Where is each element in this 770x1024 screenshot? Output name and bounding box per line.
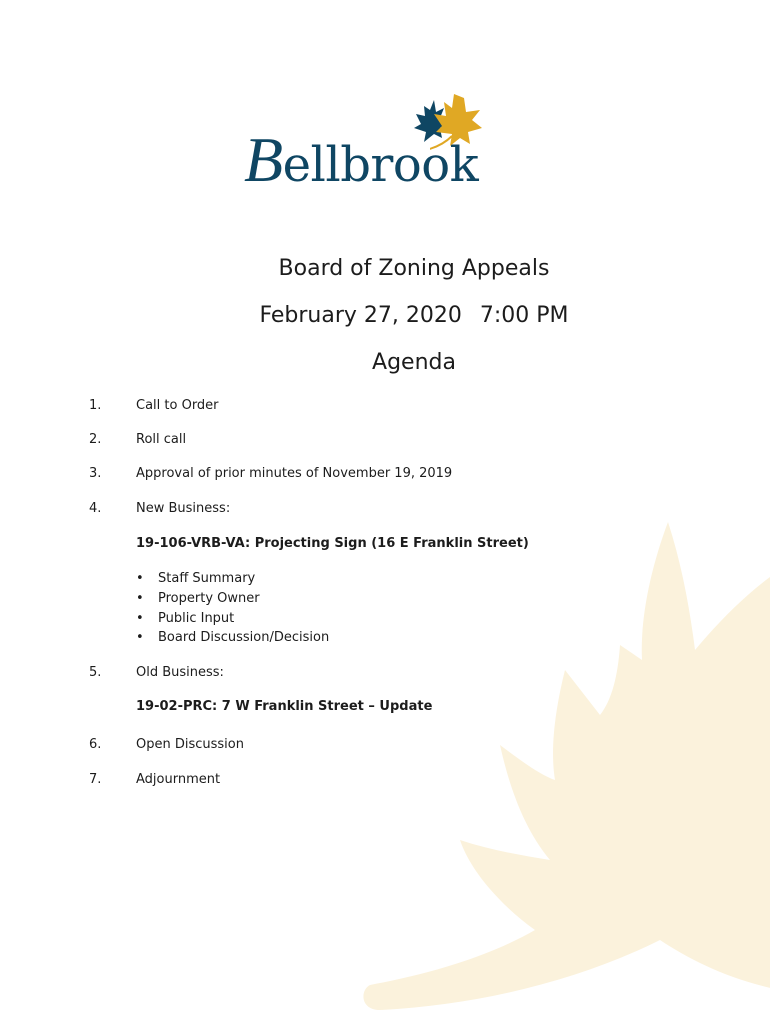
logo-rest: ellbrook (282, 137, 479, 193)
item-number: 7. (89, 772, 102, 787)
item-old-business: Old Business: (136, 665, 224, 680)
logo-initial: B (244, 124, 283, 195)
item-approval-minutes: Approval of prior minutes of November 19, 2019 (136, 466, 453, 481)
old-business-case: 19-02-PRC: 7 W Franklin Street – Update (136, 699, 433, 714)
meeting-date: February 27, 2020 (259, 303, 462, 328)
item-new-business: New Business: (136, 501, 231, 516)
bullet-item: • Staff Summary (136, 571, 256, 586)
item-number: 4. (89, 501, 102, 516)
bullet-item: • Board Discussion/Decision (136, 630, 330, 645)
item-number: 2. (89, 432, 102, 447)
bullet-item: • Property Owner (136, 591, 260, 606)
item-number: 3. (89, 466, 102, 481)
bullet-icon: • (136, 591, 144, 606)
item-number: 1. (89, 398, 102, 413)
item-number: 5. (89, 665, 102, 680)
meeting-title: Board of Zoning Appeals (278, 256, 550, 281)
item-roll-call: Roll call (136, 432, 187, 447)
bullet-icon: • (136, 611, 144, 626)
item-adjournment: Adjournment (136, 772, 221, 787)
agenda-heading: Agenda (372, 350, 456, 375)
meeting-time: 7:00 PM (479, 303, 569, 328)
bullet-item: • Public Input (136, 611, 235, 626)
bullet-icon: • (136, 630, 144, 645)
bullet-icon: • (136, 571, 144, 586)
new-business-case: 19-106-VRB-VA: Projecting Sign (16 E Franklin Street) (136, 536, 529, 551)
item-call-to-order: Call to Order (136, 398, 219, 413)
item-number: 6. (89, 737, 102, 752)
item-open-discussion: Open Discussion (136, 737, 244, 752)
